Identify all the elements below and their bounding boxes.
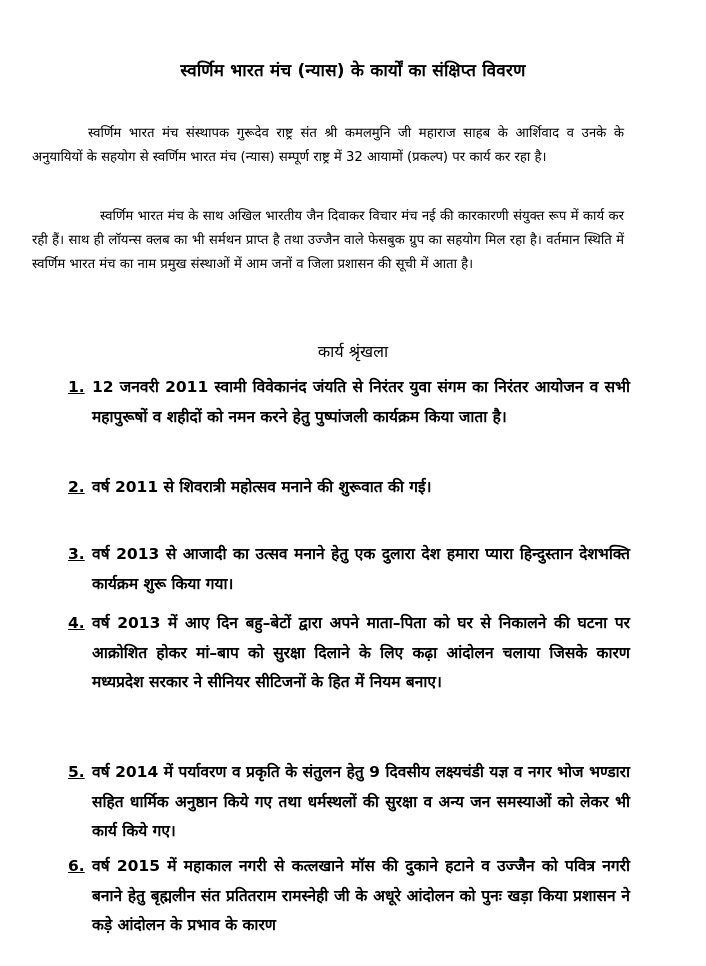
list-item-number: 4. bbox=[68, 614, 85, 632]
list-item-number: 3. bbox=[68, 545, 85, 563]
list-item-number: 5. bbox=[68, 763, 85, 781]
list-item bbox=[68, 373, 630, 432]
partnership-paragraph: स्वर्णिम भारत मंच के साथ अखिल भारतीय जैन दिवाकर विचार मंच नई की कारकारणी संयुक्त रूप में कार्य कर रही हैं। साथ ही लॉयन्स क्लब का भी सर्मथन प्राप्त है तथा उज्जैन वाले फेसबुक ग्रुप का सहयोग मिल रहा है। वर्तमान स्थिति में स्वर्णिम भारत मंच का नाम प्रमुख संस्थाओं में आम जनों व जिला प्रशासन की सूची में आता है। bbox=[32, 209, 624, 272]
list-item-text: वर्ष 2013 में आए दिन बहु–बेटों द्वारा अपने माता–पिता को घर से निकालने की घटना पर आक्रोशित होकर मां–बाप को सुरक्षा दिलाने के लिए कढ़ा आंदोलन चलाया जिसके कारण मध्यप्रदेश सरकार ने सीनियर सीटिजनों के हित में नियम बनाए। bbox=[92, 614, 630, 691]
list-item-text: वर्ष 2015 में महाकाल नगरी से कत्लखाने मॉस की दुकाने हटाने व उज्जैन को पवित्र नगरी बनाने हेतु बृह्मलीन संत प्रतितराम रामस्नेही जी के अधूरे आंदोलन को पुनः खड़ा किया प्रशासन ने कड़े आंदोलन के प्रभाव के कारण bbox=[92, 857, 630, 934]
list-item-text: 12 जनवरी 2011 स्वामी विवेकानंद जंयति से निरंतर युवा संगम का निरंतर आयोजन व सभी महापुरूषों व शहीदों को नमन करने हेतु पुष्पांजली कार्यक्रम किया जाता है। bbox=[92, 378, 630, 426]
list-item-number: 2. bbox=[68, 478, 85, 496]
list-item bbox=[68, 609, 630, 698]
list-item-text: वर्ष 2013 से आजादी का उत्सव मनाने हेतु एक दुलारा देश हमारा प्यारा हिन्दुस्तान देशभक्ति कार्यक्रम शुरू किया गया। bbox=[92, 545, 630, 593]
list-item-text: वर्ष 2011 से शिवरात्री महोत्सव मनाने की शुरूवात की गई। bbox=[92, 478, 432, 496]
list-item-number: 1. bbox=[68, 378, 85, 396]
list-item-text: वर्ष 2014 में पर्यावरण व प्रकृति के संतुलन हेतु 9 दिवसीय लक्ष्यचंडी यज्ञ व नगर भोज भण्डारा सहित धार्मिक अनुष्ठान किये गए तथा धर्मस्थलों की सुरक्षा व अन्य जन समस्याओं को लेकर भी कार्य किये गए। bbox=[92, 763, 630, 840]
intro-paragraph: स्वर्णिम भारत मंच संस्थापक गुरूदेव राष्ट्र संत श्री कमलमुनि जी महाराज साहब के आर्शिवाद व उनके के अनुयायियों के सहयोग से स्वर्णिम भारत मंच (न्यास) सम्पूर्ण राष्ट्र में 32 आयामों (प्रकल्प) पर कार्य कर रहा है। bbox=[32, 126, 624, 165]
list-item-number: 6. bbox=[68, 857, 85, 875]
list-item bbox=[68, 473, 630, 503]
list-item bbox=[68, 540, 630, 599]
list-item bbox=[68, 852, 630, 941]
list-item bbox=[68, 758, 630, 847]
document-title: स्वर्णिम भारत मंच (न्यास) के कार्यों का संक्षिप्त विवरण bbox=[180, 61, 526, 81]
section-heading: कार्य श्रृंखला bbox=[317, 342, 389, 361]
